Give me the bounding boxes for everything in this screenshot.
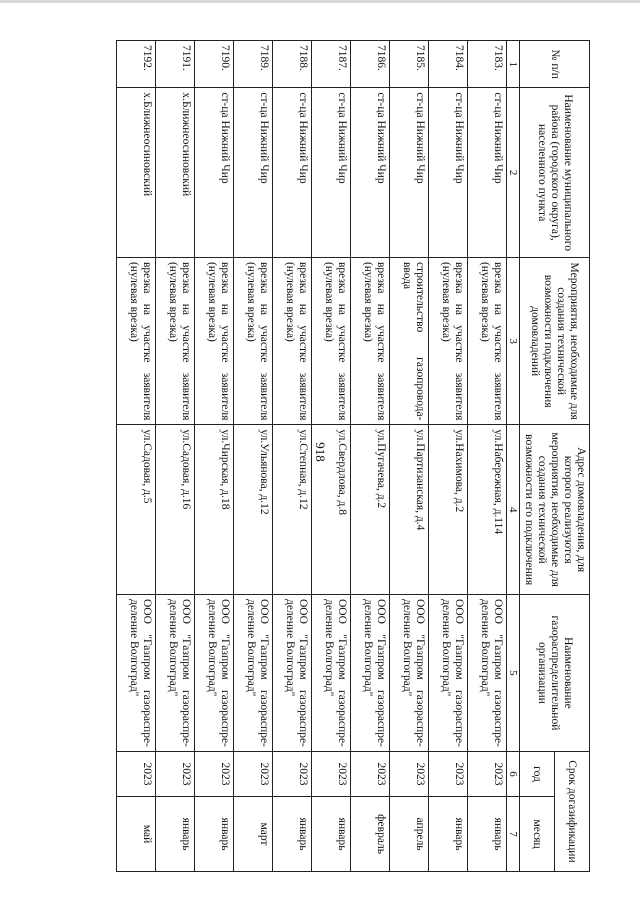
year-cell: 2023 — [390, 751, 429, 796]
year-cell: 2023 — [156, 751, 195, 796]
settlement-cell: ст-ца Нижний Чир — [390, 88, 429, 258]
table-row — [234, 41, 273, 872]
scan-edge — [0, 0, 640, 3]
table-row — [312, 41, 351, 872]
event-cell: врезка на участке заявителя (нулевая врезка) — [351, 257, 390, 424]
address-cell: ул.Набережная, д.114 — [468, 425, 507, 595]
month-cell: январь — [273, 797, 312, 872]
column-number: 2 — [507, 88, 520, 258]
organization-cell: ООО "Газпром газораспре-деление Волгоград" — [117, 594, 156, 751]
row-number: 7191. — [156, 41, 195, 88]
month-cell: май — [117, 797, 156, 872]
address-cell: ул.Свердлова, д.8 — [312, 425, 351, 595]
year-cell: 2023 — [234, 751, 273, 796]
event-cell: врезка на участке заявителя (нулевая врезка) — [156, 257, 195, 424]
organization-cell: ООО "Газпром газораспре-деление Волгоград" — [312, 594, 351, 751]
column-number-row — [507, 41, 520, 872]
year-cell: 2023 — [117, 751, 156, 796]
settlement-cell: ст-ца Нижний Чир — [234, 88, 273, 258]
settlement-cell: ст-ца Нижний Чир — [468, 88, 507, 258]
address-cell: ул.Нахимова, д.2 — [429, 425, 468, 595]
header-organization: Наименование газораспределительной организации — [520, 594, 590, 751]
column-number: 3 — [507, 257, 520, 424]
year-cell: 2023 — [429, 751, 468, 796]
header-row — [555, 41, 590, 872]
year-cell: 2023 — [312, 751, 351, 796]
organization-cell: ООО "Газпром газораспре-деление Волгоград" — [273, 594, 312, 751]
header-settlement: Наименование муниципального района (городского округа), населенного пункта — [520, 88, 590, 258]
organization-cell: ООО "Газпром газораспре-деление Волгоград" — [156, 594, 195, 751]
year-cell: 2023 — [195, 751, 234, 796]
row-number: 7188. — [273, 41, 312, 88]
header-month: месяц — [520, 797, 555, 872]
row-number: 7184. — [429, 41, 468, 88]
address-cell: ул.Садовая, д.16 — [156, 425, 195, 595]
organization-cell: ООО "Газпром газораспре-деление Волгоград" — [429, 594, 468, 751]
month-cell: март — [234, 797, 273, 872]
organization-cell: ООО "Газпром газораспре-деление Волгоград" — [351, 594, 390, 751]
event-cell: врезка на участке заявителя (нулевая врезка) — [273, 257, 312, 424]
settlement-cell: ст-ца Нижний Чир — [195, 88, 234, 258]
organization-cell: ООО "Газпром газораспре-деление Волгоград" — [234, 594, 273, 751]
row-number: 7192. — [117, 41, 156, 88]
row-number: 7185. — [390, 41, 429, 88]
header-year: год — [520, 751, 555, 796]
month-cell: апрель — [390, 797, 429, 872]
event-cell: строительство газопровода-ввода — [390, 257, 429, 424]
row-number: 7190. — [195, 41, 234, 88]
column-number: 7 — [507, 797, 520, 872]
settlement-cell: ст-ца Нижний Чир — [351, 88, 390, 258]
event-cell: врезка на участке заявителя (нулевая врезка) — [117, 257, 156, 424]
header-deadline: Срок догазификации — [555, 751, 590, 871]
event-cell: врезка на участке заявителя (нулевая врезка) — [468, 257, 507, 424]
month-cell: январь — [156, 797, 195, 872]
row-number: 7183. — [468, 41, 507, 88]
table-row — [351, 41, 390, 872]
page-number: 918 — [313, 442, 328, 462]
year-cell: 2023 — [468, 751, 507, 796]
table-row — [273, 41, 312, 872]
month-cell: январь — [468, 797, 507, 872]
month-cell: январь — [429, 797, 468, 872]
settlement-cell: ст-ца Нижний Чир — [312, 88, 351, 258]
table-row — [195, 41, 234, 872]
address-cell: ул.Чирская, д.18 — [195, 425, 234, 595]
settlement-cell: х.Ближнеосиновский — [117, 88, 156, 258]
column-number: 1 — [507, 41, 520, 88]
document-page — [50, 36, 590, 876]
table-row — [429, 41, 468, 872]
year-cell: 2023 — [273, 751, 312, 796]
organization-cell: ООО "Газпром газораспре-деление Волгоград" — [468, 594, 507, 751]
month-cell: январь — [195, 797, 234, 872]
row-number: 7187. — [312, 41, 351, 88]
settlement-cell: ст-ца Нижний Чир — [429, 88, 468, 258]
organization-cell: ООО "Газпром газораспре-деление Волгоград" — [195, 594, 234, 751]
column-number: 4 — [507, 425, 520, 595]
row-number: 7189. — [234, 41, 273, 88]
table-row — [117, 41, 156, 872]
event-cell: врезка на участке заявителя (нулевая врезка) — [195, 257, 234, 424]
event-cell: врезка на участке заявителя (нулевая врезка) — [312, 257, 351, 424]
table-row — [468, 41, 507, 872]
year-cell: 2023 — [351, 751, 390, 796]
table-row — [156, 41, 195, 872]
event-cell: врезка на участке заявителя (нулевая врезка) — [429, 257, 468, 424]
address-cell: ул.Степная, д.12 — [273, 425, 312, 595]
column-number: 6 — [507, 751, 520, 796]
address-cell: ул.Партизанская, д.4 — [390, 425, 429, 595]
column-number: 5 — [507, 594, 520, 751]
settlement-cell: ст-ца Нижний Чир — [273, 88, 312, 258]
header-address: Адрес домовладения, для которого реализуются мероприятия, необходимые для создания технической возможности его подключения — [520, 425, 590, 595]
row-number: 7186. — [351, 41, 390, 88]
address-cell: ул.Пугачева, д.2 — [351, 425, 390, 595]
address-cell: ул.Садовая, д.5 — [117, 425, 156, 595]
header-event: Мероприятия, необходимые для создания технической возможности подключения домовладений — [520, 257, 590, 424]
address-cell: ул.Ульянова, д.12 — [234, 425, 273, 595]
gasification-table — [116, 40, 590, 872]
settlement-cell: х.Ближнеосиновский — [156, 88, 195, 258]
organization-cell: ООО "Газпром газораспре-деление Волгоград" — [390, 594, 429, 751]
month-cell: февраль — [351, 797, 390, 872]
table-row — [390, 41, 429, 872]
month-cell: январь — [312, 797, 351, 872]
event-cell: врезка на участке заявителя (нулевая врезка) — [234, 257, 273, 424]
header-no: № п/п — [520, 41, 590, 88]
